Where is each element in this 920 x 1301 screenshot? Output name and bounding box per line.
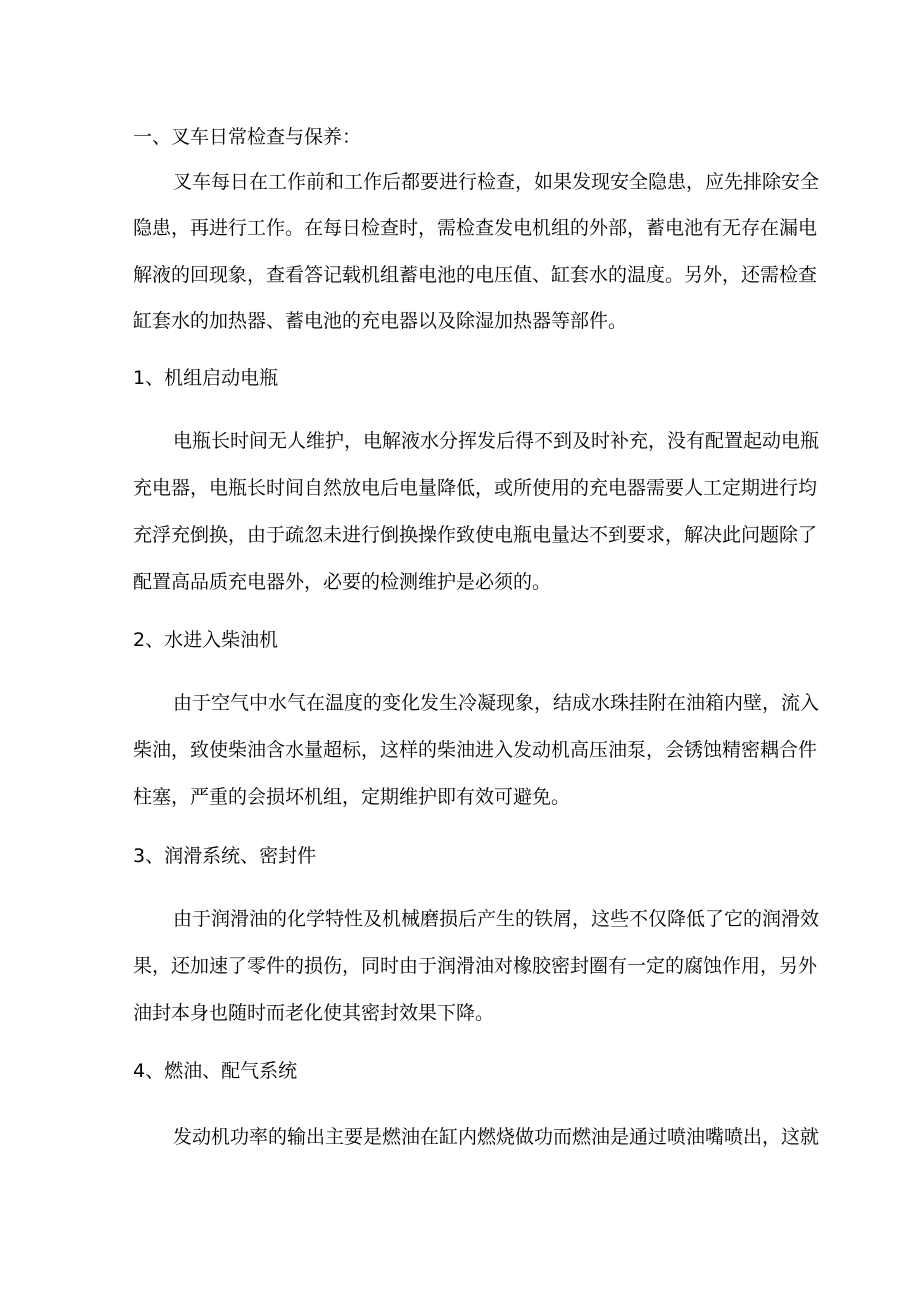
section-heading: 4、燃油、配气系统 (133, 1060, 298, 1082)
paragraph-line: 发动机功率的输出主要是燃油在缸内燃烧做功而燃油是通过喷油嘴喷出，这就 (173, 1126, 820, 1148)
paragraph-line: 由于润滑油的化学特性及机械磨损后产生的铁屑，这些不仅降低了它的润滑效 (173, 908, 820, 930)
document-title: 一、叉车日常检查与保养： (133, 126, 362, 148)
paragraph-line: 由于空气中水气在温度的变化发生冷凝现象，结成水珠挂附在油箱内壁，流入 (173, 692, 820, 714)
paragraph-line: 解液的回现象，查看答记载机组蓄电池的电压值、缸套水的温度。另外，还需检查 (133, 264, 818, 286)
paragraph-line: 柱塞，严重的会损坏机组，定期维护即有效可避免。 (133, 786, 571, 808)
section-heading: 3、润滑系统、密封件 (133, 845, 317, 867)
paragraph-line: 叉车每日在工作前和工作后都要进行检查，如果发现安全隐患，应先排除安全 (173, 171, 820, 193)
paragraph-line: 果，还加速了零件的损伤，同时由于润滑油对橡胶密封圈有一定的腐蚀作用，另外 (133, 955, 818, 977)
paragraph-line: 充浮充倒换，由于疏忽未进行倒换操作致使电瓶电量达不到要求，解决此问题除了 (133, 524, 818, 546)
paragraph-line: 配置高品质充电器外，必要的检测维护是必须的。 (133, 571, 552, 593)
paragraph-line: 电瓶长时间无人维护，电解液水分挥发后得不到及时补充，没有配置起动电瓶 (173, 430, 820, 452)
paragraph-line: 缸套水的加热器、蓄电池的充电器以及除湿加热器等部件。 (133, 310, 628, 332)
section-heading: 2、水进入柴油机 (133, 629, 279, 651)
paragraph-line: 隐患，再进行工作。在每日检查时，需检查发电机组的外部，蓄电池有无存在漏电 (133, 217, 818, 239)
paragraph-line: 柴油，致使柴油含水量超标，这样的柴油进入发动机高压油泵，会锈蚀精密耦合件 (133, 739, 818, 761)
paragraph-line: 油封本身也随时而老化使其密封效果下降。 (133, 1002, 495, 1024)
paragraph-line: 充电器，电瓶长时间自然放电后电量降低，或所使用的充电器需要人工定期进行均 (133, 477, 818, 499)
section-heading: 1、机组启动电瓶 (133, 367, 279, 389)
